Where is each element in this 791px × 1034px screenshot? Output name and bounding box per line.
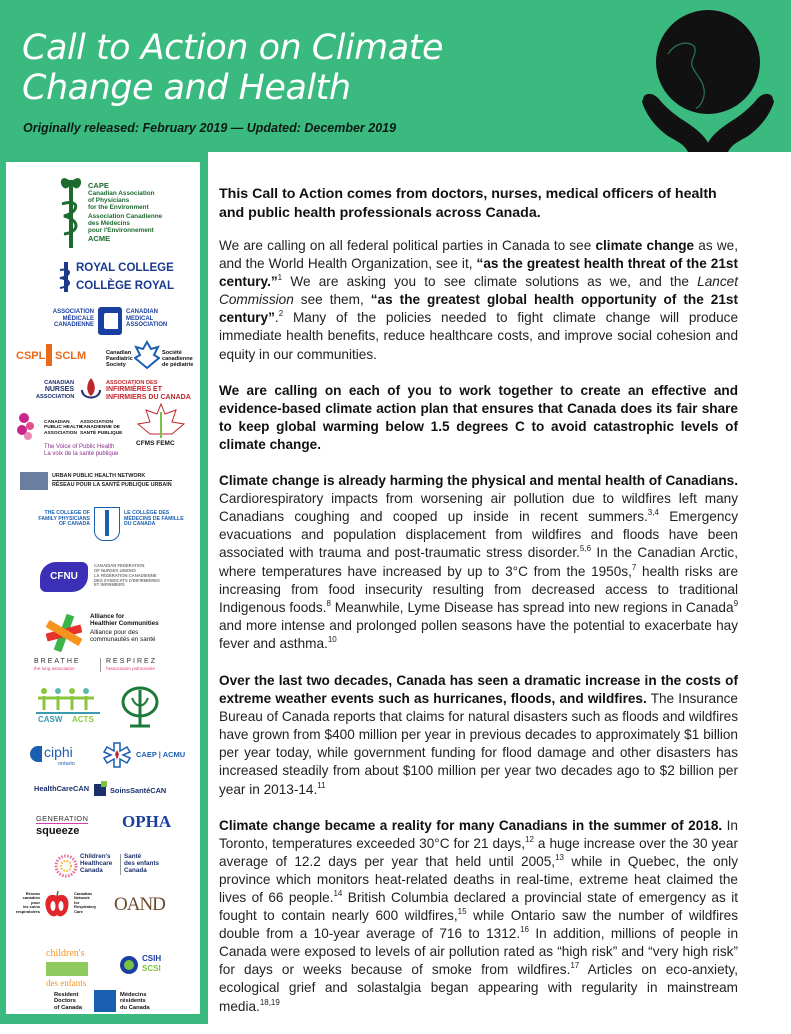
ciphi-leaf-icon	[30, 746, 42, 762]
logo-text: MÉDICALE	[62, 315, 94, 322]
footnote-ref: 16	[520, 925, 530, 935]
logo-text: l'association pulmonaire	[106, 665, 155, 671]
cfnu-badge-icon: CFNU	[40, 562, 88, 592]
text: Many of the policies needed to fight climate change will produce immediate health benefits, reduce healthcare costs, and improve social cohesion and equity in our communities.	[219, 310, 738, 362]
healthcarecan-squares-icon	[94, 784, 106, 796]
footnote-ref: 18,19	[259, 997, 280, 1007]
logo-text: de pédiatrie	[162, 362, 194, 369]
footnote-ref: 12	[525, 834, 534, 844]
logo-text: BREATHE	[34, 658, 81, 665]
document-title: Call to Action on Climate Change and Health	[22, 28, 443, 108]
logo-text: CSIH	[142, 954, 162, 963]
leaves-icon	[46, 962, 88, 976]
logo-text: OF NURSES UNIONS	[94, 567, 136, 573]
header-banner	[0, 0, 791, 152]
logo-text: Alliance pour des	[90, 628, 139, 636]
text: Articles on eco-anxiety, ecological grief and solastalgia began appearing with regularity in mainstream media.	[219, 962, 738, 1014]
text: Lancet Commission	[219, 274, 738, 308]
logo-text: CAPE	[88, 181, 109, 190]
logo-text: Society	[106, 362, 126, 369]
logo-text: ASSOCIATION	[80, 420, 113, 425]
logo-text: ASSOCIATION DES	[106, 380, 158, 386]
footnote-ref: 8	[326, 598, 331, 608]
footnote-ref: 3,4	[647, 508, 659, 518]
logo-text: CANADIAN	[44, 380, 74, 386]
text: We are calling on all federal political parties in Canada to see	[219, 238, 596, 253]
logo-text: MEDICAL	[126, 315, 154, 322]
logo-text: MÉDECINS DE FAMILLE	[124, 515, 184, 522]
logo-text: LE COLLÈGE DES	[124, 510, 170, 516]
footnote-ref: 7	[631, 562, 637, 572]
text: Meanwhile, Lyme Disease has spread into new regions in Canada	[330, 599, 734, 615]
globe-icon	[120, 956, 138, 974]
logo-text: ASSOCIATION	[126, 322, 168, 329]
text: We are asking you to see climate solutions as we, and the	[282, 274, 698, 290]
logo-text: SCLM	[55, 350, 87, 362]
logo-childrens-environment	[46, 946, 92, 996]
logo-text: Association Canadienne	[88, 213, 163, 221]
logo-text: ciphi	[44, 744, 73, 760]
text: British Columbia declared a provincial state of emergency as it fought to contain nearly 600 wildfires,	[219, 890, 738, 924]
logo-text: CSPL	[16, 350, 46, 362]
logo-text: des enfants	[46, 978, 87, 988]
logo-text: OAND	[114, 894, 165, 915]
logo-text: Santé	[124, 853, 142, 860]
logo-text: Alliance for	[90, 613, 125, 620]
logo-text: squeeze	[36, 825, 80, 837]
logo-text: La voix de la santé publique	[44, 450, 119, 457]
cna-flame-icon	[78, 374, 104, 404]
footnote-ref: 1	[277, 273, 283, 283]
footnote-ref: 14	[333, 889, 343, 898]
text: “as the greatest health threat of the 21st century.”	[219, 256, 738, 290]
text: .	[274, 310, 279, 326]
cma-emblem-icon	[98, 307, 122, 335]
footnote-ref: 9	[733, 598, 739, 608]
logo-text: Respiratory	[74, 904, 97, 910]
intro-lead: This Call to Action comes from doctors, nurses, medical officers of health and public health professionals across Canada.	[219, 186, 717, 221]
apple-lungs-icon	[44, 890, 70, 918]
section-heading: Climate change became a reality for many Canadians in the summer of 2018.	[219, 817, 723, 833]
endorsing-organizations-logos	[6, 162, 200, 1014]
logo-text: pour	[31, 899, 40, 905]
paragraph-extreme-weather-costs	[219, 672, 738, 799]
logo-text: CFMS FEMC	[136, 440, 175, 447]
logo-text: FAMILY PHYSICIANS	[38, 515, 90, 522]
logo-text: ASSOCIATION	[52, 309, 94, 315]
logo-text: of Physicians	[88, 197, 130, 205]
logo-text: Canada	[80, 866, 103, 874]
logo-text: INFIRMIÈRES ET	[106, 386, 163, 394]
caduceus-leaf-icon	[56, 170, 86, 250]
logo-text: NURSES	[44, 386, 74, 394]
text: In the Canadian Arctic, where temperatures have increased by up to 3°C from the 1950s,	[219, 545, 738, 579]
text: The Insurance Bureau of Canada reports that claims for natural disasters such as floods and wildfires have grown from $400 million per year in previous decades to approximately $1 billion per year today, while government funding for flood damage and other disasters has increased steadily from about $100 million per year two decades ago to $2 billion per year in 2013-14.	[219, 691, 738, 797]
text: see them,	[293, 292, 371, 308]
logo-text: Canadian	[74, 891, 93, 896]
text: We are calling on each of you to work together to create an effective and evidence-based climate action plan that ensures that Canada does its fair share to keep global warming below 1.5 degrees C to avoid catastrophic levels of climate change.	[219, 382, 738, 452]
maple-leaf-child-icon	[134, 340, 160, 370]
logo-text: Paediatric	[106, 356, 133, 363]
logo-text: LA FÉDÉRATION CANADIENNE	[94, 573, 157, 579]
logo-text: of Canada	[54, 1004, 83, 1011]
logo-text: Care	[74, 908, 83, 914]
logo-text: respiratoires	[15, 908, 40, 914]
logo-text: Canadian Association	[88, 190, 155, 198]
star-of-life-maple-icon	[102, 742, 132, 768]
footnote-ref: 2	[278, 309, 284, 319]
logo-text: pour l'Environnement	[88, 227, 154, 235]
alliance-star-icon	[46, 614, 82, 652]
logo-text: OPHA	[122, 812, 172, 831]
logo-text: ACME	[88, 233, 111, 243]
footnote-ref: 15	[457, 907, 467, 917]
section-heading: Climate change is already harming the physical and mental health of Canadians.	[219, 473, 738, 489]
logo-text: children's	[46, 948, 85, 959]
logo-text: Canadian	[106, 350, 132, 356]
divider	[100, 658, 101, 672]
logo-text: Réseau	[25, 891, 40, 896]
logo-text: SoinsSantéCAN	[110, 786, 167, 795]
release-dates: Originally released: February 2019 — Updated: December 2019	[23, 121, 397, 135]
people-chain-icon	[36, 686, 100, 712]
logo-text: ROYAL COLLEGE	[76, 262, 174, 274]
text: while in Quebec, the only province which monitors heat-related deaths in real-time, extreme heat claimed the lives of 66 people.	[219, 853, 738, 905]
sidebar-frame	[0, 152, 208, 1024]
footnote-ref: 11	[317, 780, 326, 790]
green-association-emblem-icon	[120, 686, 160, 730]
logo-text: OF CANADA	[58, 521, 90, 528]
globe-in-hands-icon	[628, 4, 788, 152]
text: “as the greatest global health opportunity of the 21st century”	[219, 292, 738, 326]
cspl-figure-icon	[46, 344, 52, 366]
footnote-ref: 10	[327, 634, 337, 644]
logo-text: RÉSEAU POUR LA SANTÉ PUBLIQUE URBAIN	[52, 481, 172, 488]
logo-text: RESPIREZ	[106, 658, 158, 665]
logo-text: URBAN PUBLIC HEALTH NETWORK	[52, 474, 172, 481]
logo-text: résidents	[120, 998, 146, 1005]
rdoc-maple-icon	[94, 990, 116, 1012]
royal-college-crest-icon	[58, 260, 74, 294]
logo-text: du Canada	[120, 1004, 150, 1011]
logo-text: ASSOCIATION	[44, 430, 77, 436]
text: Cardiorespiratory impacts from worsening air pollution due to wildfires left many Canadians coughing and cooped up inside in recent summers.	[219, 491, 738, 525]
logo-text: Healthcare	[80, 859, 113, 867]
logo-text: DU CANADA	[124, 521, 156, 528]
paragraph-health-harm	[219, 472, 738, 653]
logo-text: Children's	[80, 853, 111, 860]
text: while Ontario saw the number of wildfires double from a 10-year average of 716 to 1312.	[219, 908, 738, 942]
logo-text: GENERATION	[36, 814, 89, 823]
logo-text: les soins	[22, 904, 40, 910]
logo-text: CANADIENNE DE	[80, 425, 120, 431]
logo-text: for	[74, 899, 80, 905]
text: In Toronto, temperatures exceeded 30°C for 21 days,	[219, 817, 738, 851]
logo-text: ontario	[58, 761, 75, 767]
logo-text: ET INFIRMIERS	[94, 582, 125, 588]
logo-text: des Médecins	[88, 220, 130, 228]
logo-text: Doctors	[54, 998, 76, 1005]
text: Emergency evacuations and population displacement from wildfires and floods have been associated with trauma and post-traumatic stress disorder.	[219, 509, 738, 561]
cpha-dots-icon	[16, 412, 36, 442]
logo-text: the lung association	[34, 665, 75, 671]
logo-text: THE COLLEGE OF	[44, 510, 90, 516]
logo-text: SCSI	[142, 964, 161, 973]
section-heading: Over the last two decades, Canada has seen a dramatic increase in the costs of extreme weather events such as hurricanes, floods, and wildfires.	[219, 672, 738, 707]
cfpc-crest-icon	[94, 507, 120, 541]
footnote-ref: 5,6	[579, 544, 592, 554]
logo-text: des enfants	[124, 859, 159, 867]
main-content	[219, 185, 738, 1034]
logo-text: ASSOCIATION	[36, 393, 75, 400]
logo-text: Médecins	[120, 992, 147, 998]
logo-text: CANADIAN FEDERATION	[94, 563, 145, 568]
text: In addition, millions of people in Canada were exposed to levels of air pollution rated as “high risk” and “very high risk” for days or weeks because of smoke from wildfires.	[219, 926, 739, 978]
logo-text: DES SYNDICATS D'INFIRMIÈRES	[94, 577, 160, 583]
text: a huge increase over the 30 year average of 12.2 days per year that held until 2005,	[219, 835, 739, 869]
logo-text: CASW	[38, 715, 63, 724]
logo-text: for the Environment	[88, 204, 149, 212]
logo-text: The Voice of Public Health	[44, 444, 115, 450]
logo-text: CANADIENNE	[53, 322, 94, 329]
text: and more intense and prolonged pollen seasons have the potential to exacerbate hay fever and asthma.	[219, 617, 738, 651]
logo-text: COLLÈGE ROYAL	[76, 279, 174, 292]
logo-text: Canada	[124, 866, 147, 874]
logo-text: INFIRMIERS DU CANADA	[106, 393, 191, 401]
logo-text: communautés en santé	[90, 635, 156, 643]
logo-text: canadienne	[162, 356, 193, 363]
footnote-ref: 13	[555, 852, 564, 862]
maple-leaf-outline-icon	[134, 402, 188, 440]
city-skyline-icon	[20, 472, 48, 490]
logo-text: ACTS	[72, 715, 94, 724]
logo-text: Resident	[54, 992, 79, 998]
paragraph-summer-2018	[219, 817, 738, 1016]
text: climate change	[595, 238, 695, 253]
logo-text: CANADIAN	[126, 309, 158, 315]
logo-text: Network	[74, 895, 90, 901]
text: as we, and the World Health Organization, see it,	[219, 238, 738, 272]
logo-text: PUBLIC HEALTH	[44, 425, 83, 431]
logo-text: CANADIAN	[44, 420, 70, 425]
text: health risks are increasing from food insecurity resulting from decreased access to traditional Indigenous foods.	[219, 563, 739, 615]
logo-cfms-femc	[130, 402, 192, 458]
logo-text: Société	[162, 350, 182, 356]
dotted-circle-icon	[54, 854, 78, 878]
logo-casw-acts	[36, 686, 106, 730]
paragraph-call	[219, 237, 738, 364]
logo-text: HealthCareCAN	[34, 784, 90, 793]
footnote-ref: 17	[570, 961, 580, 971]
logo-text: CAEP | ACMU	[136, 750, 186, 759]
logo-text: SANTÉ PUBLIQUE	[80, 430, 123, 436]
logo-text: canadien	[22, 895, 40, 901]
logo-text: Healthier Communities	[90, 619, 159, 627]
paragraph-action-plan	[219, 382, 738, 454]
